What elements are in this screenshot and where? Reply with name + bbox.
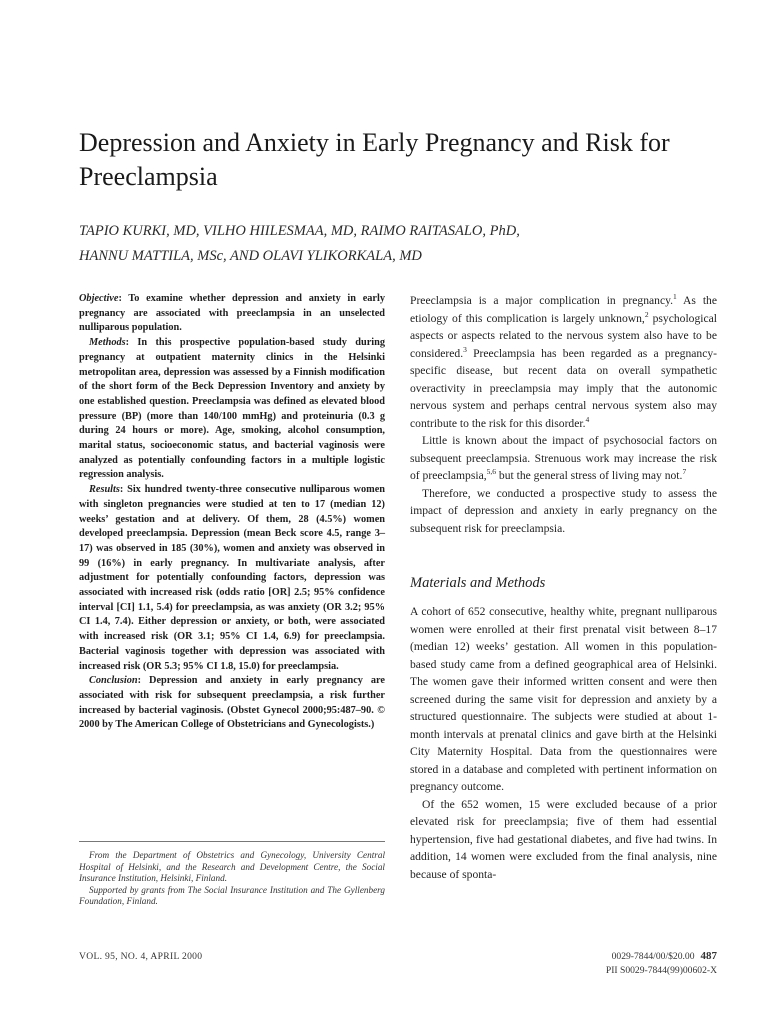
- issn-line: [606, 949, 717, 964]
- article-title: Depression and Anxiety in Early Pregnancy and Risk for Preeclampsia: [79, 128, 670, 191]
- abstract: [79, 292, 385, 733]
- footnote-divider: [79, 841, 385, 842]
- footnote: [79, 850, 385, 908]
- author-line-1: [79, 219, 729, 244]
- abstract-methods: [79, 336, 385, 483]
- ref-5-6: 5,6: [486, 467, 496, 477]
- results-text: : Six hundred twenty-three consecutive nulliparous women with singleton pregnancies were studied at ten to 17 (median 12) weeks’ gestation and at delivery. Of them, 28 (4.5%) women developed preeclampsia. Depression (mean Beck score 4.5, range 3–17) was observed in 185 (30%), women and anxiety was observed in 99 (16%) in early pregnancy. In multivariate analysis, after adjustment for potentially confounding factors, depression was associated with increased risk (odds ratio [OR] 2.5; 95% confidence interval [CI] 1.1, 5.4) for preeclampsia, as was anxiety (OR 3.2; 95% CI 1.4, 7.4). Either depression or anxiety, or both, were associated with increased risk (OR 3.1; 95% CI 1.4, 6.9) for preeclampsia. Bacterial vaginosis together with depression was associated with increased risk (OR 5.3; 95% CI 1.8, 15.0) for preeclampsia.: [79, 484, 385, 672]
- conclusion-label: Conclusion: [89, 675, 138, 687]
- objective-text: : To examine whether depression and anxiety in early pregnancy are associated with preeclampsia in an unselected nulliparous population.: [79, 293, 385, 334]
- degree-msc: MSc,: [197, 248, 227, 264]
- ref-3: 3: [463, 344, 467, 354]
- p1-text-c: psychological aspects or aspects related to the nervous system also have to be considered.: [410, 311, 717, 360]
- journal-issue: VOL. 95, NO. 4, APRIL 2000: [79, 951, 203, 962]
- section-heading-methods: Materials and Methods: [410, 575, 546, 591]
- intro-paragraph-3: Therefore, we conducted a prospective study to assess the impact of depression and anxiety in early pregnancy on the subsequent risk for preeclampsia.: [410, 486, 717, 535]
- p2-text-a: Little is known about the impact of psychosocial factors on subsequent preeclampsia. Strenuous work may increase the risk of preeclampsia,: [410, 434, 717, 482]
- ref-1: 1: [673, 292, 677, 302]
- footnote-support: Supported by grants from The Social Insurance Institution and The Gyllenberg Foundation, Finland.: [79, 884, 385, 907]
- p1-text-a: Preeclampsia is a major complication in pregnancy.: [410, 294, 674, 307]
- abstract-results: [79, 483, 385, 674]
- ref-4: 4: [585, 414, 590, 424]
- pii-line: PII S0029-7844(99)00602-X: [605, 965, 717, 976]
- intro-paragraph-1: [410, 292, 717, 432]
- degree-phd: PhD,: [489, 223, 520, 239]
- ref-2: 2: [644, 309, 649, 319]
- author-list: [79, 219, 729, 269]
- p2-text-b: but the general stress of living may not.: [496, 469, 683, 482]
- author-line-2: [79, 244, 729, 269]
- objective-label: Objective: [79, 293, 119, 304]
- conclusion-text: : Depression and anxiety in early pregnancy are associated with risk for subsequent preeclampsia, a risk further increased by bacterial vaginosis. (Obstet Gynecol 2000;95:487–90. © 2000 by The American College of Obstetricians and Gynecologists.): [79, 675, 385, 731]
- page-number: 487: [700, 950, 717, 962]
- results-label: Results: [89, 484, 120, 496]
- methods-label: Methods: [89, 337, 126, 349]
- p1-text-b: As the etiology of this complication is largely unknown,: [410, 294, 717, 325]
- intro-paragraph-2: [410, 432, 717, 485]
- p1-text-d: Preeclampsia has been regarded as a pregnancy-specific disease, but recent data on overall sympathetic overactivity in preeclampsia may imply that the autonomic nervous system and perhaps central nervous system also may contribute to the risk for this disorder.: [410, 346, 717, 430]
- footnote-affiliation: From the Department of Obstetrics and Gynecology, University Central Hospital of Helsinki, and the Research and Development Centre, the Social Insurance Institution, Helsinki, Finland.: [79, 850, 385, 884]
- authors-3: AND OLAVI YLIKORKALA, MD: [226, 248, 422, 264]
- authors-1: TAPIO KURKI, MD, VILHO HIILESMAA, MD, RAIMO RAITASALO,: [79, 223, 490, 239]
- methods-paragraph-1: A cohort of 652 consecutive, healthy white, pregnant nulliparous women were enrolled at their first prenatal visit between 8–17 (median 12) weeks’ gestation. All women in this population-based study came from a defined geographical area of Helsinki. The women gave their informed written consent and were then screened during the same visit for depression and anxiety by a structured questionnaire. The subjects were studied at about 1-month intervals at prenatal clinics and gave birth at the Helsinki City Maternity Hospital. Data from the questionnaires were stored in a database and completed with pertinent information on pregnancy outcome.: [410, 605, 717, 793]
- abstract-objective: [79, 292, 385, 336]
- issn-price: 0029-7844/00/$20.00: [611, 951, 695, 962]
- footer-right: [606, 949, 717, 978]
- methods-text: : In this prospective population-based study during pregnancy at outpatient maternity clinics in the Helsinki metropolitan area, depression was assessed by a Finnish modification of the short form of the Beck Depression Inventory and anxiety by one established question. Preeclampsia was defined as elevated blood pressure (BP) (more than 140/100 mmHg) and proteinuria (0.3 g during 24 hours or more). Age, smoking, alcohol consumption, marital status, socioeconomic status, and bacterial vaginosis were analyzed as potentially confounding factors in a multiple logistic regression analysis.: [79, 337, 385, 481]
- authors-2: HANNU MATTILA,: [79, 248, 198, 264]
- methods-paragraph-2: Of the 652 women, 15 were excluded because of a prior elevated risk for preeclampsia; five of them had essential hypertension, five had gestational diabetes, and five had twins. In addition, 14 women were excluded from the final analysis, nine because of sponta-: [410, 797, 717, 881]
- body-text: [410, 292, 717, 883]
- abstract-conclusion: [79, 674, 385, 733]
- ref-7: 7: [682, 467, 687, 477]
